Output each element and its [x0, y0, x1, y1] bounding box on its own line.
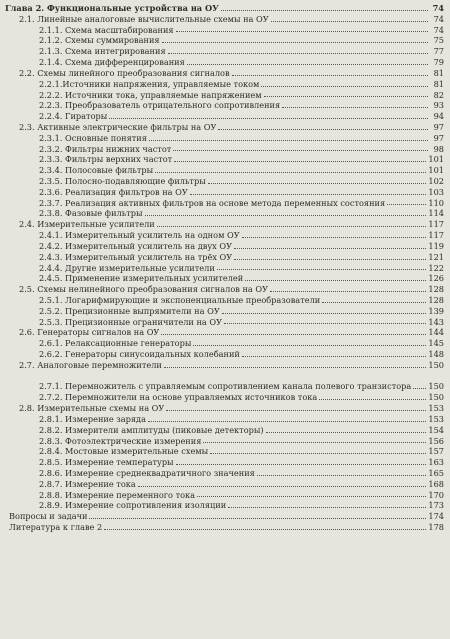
page-number: 101 — [428, 165, 444, 176]
entry-title: 2.8.9. Измерение сопротивления изоляции — [39, 500, 227, 511]
page-number: 153 — [428, 413, 444, 424]
entry-title: 2.1.3. Схема интегрирования — [39, 46, 166, 57]
page-number: 153 — [428, 403, 444, 414]
dot-leader — [104, 529, 426, 530]
dot-leader — [148, 421, 426, 422]
section-entry — [5, 68, 444, 79]
entry-title: 2.4.1. Измерительный усилитель на одном ОУ — [39, 230, 240, 241]
page-number: 170 — [428, 489, 444, 500]
page-number: 173 — [428, 500, 444, 511]
page-number: 150 — [428, 359, 444, 370]
page-number: 148 — [428, 349, 444, 359]
entry-title: 2.6.2. Генераторы синусоидальных колебаний — [39, 349, 240, 359]
entry-title: Литература к главе 2 — [9, 522, 103, 532]
dot-leader — [162, 42, 428, 43]
dot-leader — [222, 313, 427, 314]
subsection-entry — [5, 479, 444, 490]
entry-title: 2.5. Схемы нелинейного преобразования сигналов на ОУ — [19, 284, 269, 295]
subsection-entry — [5, 306, 444, 317]
entry-title: 2.4.3. Измерительный усилитель на трёх ОУ — [39, 251, 233, 262]
section-entry — [5, 284, 444, 295]
page-number: 77 — [433, 46, 444, 57]
entry-title: 2.7. Аналоговые перемножители — [19, 359, 162, 370]
subsection-entry — [5, 263, 444, 274]
page-number: 178 — [428, 522, 444, 532]
subsection-entry — [5, 295, 444, 306]
dot-leader — [322, 302, 426, 303]
subsection-entry — [5, 46, 444, 57]
subsection-entry — [5, 349, 444, 360]
dot-leader — [221, 10, 428, 11]
subsection-entry — [5, 208, 444, 219]
entry-title: 2.1. Линейные аналоговые вычислительные схемы на ОУ — [19, 13, 269, 24]
page-number: 81 — [433, 78, 444, 89]
dot-leader — [190, 194, 427, 195]
dot-leader — [145, 215, 427, 216]
entry-title: 2.4. Измерительные усилители — [19, 219, 155, 230]
subsection-entry — [5, 436, 444, 447]
dot-leader — [155, 172, 426, 173]
dot-leader — [203, 442, 426, 443]
subsection-entry — [5, 90, 444, 101]
entry-title: 2.8.7. Измерение тока — [39, 478, 136, 489]
entry-title: 2.8.3. Фотоэлектрические измерения — [39, 435, 202, 446]
entry-title: 2.6. Генераторы сигналов на ОУ — [19, 327, 160, 338]
page-number: 168 — [428, 478, 444, 489]
entry-title: 2.2.1.Источники напряжения, управляемые током — [39, 78, 260, 89]
subsection-entry — [5, 187, 444, 198]
subsection-entry — [5, 338, 444, 349]
page-number: 110 — [428, 197, 444, 208]
page-number: 128 — [428, 284, 444, 295]
dot-leader — [210, 453, 426, 454]
subsection-entry — [5, 392, 444, 403]
subsection-entry — [5, 230, 444, 241]
section-entry — [5, 219, 444, 230]
subsection-entry — [5, 111, 444, 122]
entry-title: 2.5.3. Прецизионные ограничители на ОУ — [39, 316, 223, 327]
dot-leader — [173, 150, 428, 151]
subsection-entry — [5, 490, 444, 501]
subsection-entry — [5, 176, 444, 187]
entry-title: 2.3.4. Полосовые фильтры — [39, 165, 154, 176]
subsection-entry — [5, 79, 444, 90]
entry-title: 2.8. Измерительные схемы на ОУ — [19, 403, 165, 414]
subsection-entry — [5, 371, 444, 393]
subsection-entry — [5, 144, 444, 155]
entry-title: 2.3.3. Фильтры верхних частот — [39, 154, 173, 165]
appendix-entry — [5, 522, 444, 533]
page-number: 163 — [428, 457, 444, 468]
entry-title: 2.8.1. Измерение заряда — [39, 413, 146, 424]
section-entry — [5, 403, 444, 414]
entry-title: 2.2.2. Источники тока, управляемые напряжением — [39, 89, 262, 100]
entry-title: 2.7.1. Перемножитель с управляемым сопротивлением канала полевого транзистора — [39, 381, 412, 392]
subsection-entry — [5, 273, 444, 284]
dot-leader — [234, 259, 426, 260]
subsection-entry — [5, 500, 444, 511]
dot-leader — [242, 356, 426, 357]
entry-title: 2.1.2. Схемы суммирования — [39, 35, 160, 46]
dot-leader — [157, 226, 427, 227]
entry-title: 2.4.4. Другие измерительные усилители — [39, 262, 215, 273]
subsection-entry — [5, 414, 444, 425]
page-number: 93 — [433, 100, 444, 111]
subsection-entry — [5, 165, 444, 176]
entry-title: 2.8.4. Мостовые измерительные схемы — [39, 446, 209, 457]
dot-leader — [149, 140, 428, 141]
page-number: 97 — [433, 121, 444, 132]
entry-title: 2.3.7. Реализация активных фильтров на основе метода переменных состояния — [39, 197, 386, 208]
entry-title: 2.4.5. Применение измерительных усилителей — [39, 273, 244, 284]
page-number: 117 — [428, 219, 444, 230]
subsection-entry — [5, 154, 444, 165]
page-number: 81 — [433, 67, 444, 78]
page-number: 150 — [428, 381, 444, 392]
subsection-entry — [5, 100, 444, 111]
subsection-entry — [5, 252, 444, 263]
dot-leader — [217, 269, 427, 270]
entry-title: 2.4.2. Измерительный усилитель на двух ОУ — [39, 240, 233, 251]
dot-leader — [413, 388, 426, 389]
entry-title: Глава 2. Функциональные устройства на ОУ — [5, 3, 219, 13]
page-number: 94 — [433, 111, 444, 122]
dot-leader — [234, 248, 426, 249]
subsection-entry — [5, 241, 444, 252]
section-entry — [5, 360, 444, 371]
dot-leader — [257, 475, 427, 476]
page-number: 117 — [428, 230, 444, 241]
page-number: 97 — [433, 132, 444, 143]
entry-title: 2.3.5. Полосно-подавляющие фильтры — [39, 176, 206, 186]
page-number: 154 — [428, 424, 444, 435]
entry-title: 2.8.6. Измерение среднеквадратичного значения — [39, 467, 255, 478]
page-number: 102 — [428, 176, 444, 186]
dot-leader — [208, 183, 427, 184]
dot-leader — [193, 345, 426, 346]
page-number: 75 — [433, 35, 444, 46]
page-number: 101 — [428, 154, 444, 165]
subsection-entry — [5, 57, 444, 68]
page-number: 165 — [428, 467, 444, 478]
dot-leader — [161, 334, 426, 335]
dot-leader — [197, 496, 426, 497]
entry-title: 2.8.8. Измерение переменного тока — [39, 489, 196, 500]
page-number: 74 — [433, 13, 444, 24]
page-number: 126 — [428, 273, 444, 284]
subsection-entry — [5, 446, 444, 457]
page-number: 150 — [428, 392, 444, 403]
dot-leader — [168, 53, 428, 54]
dot-leader — [261, 86, 428, 87]
dot-leader — [218, 129, 428, 130]
dot-leader — [282, 107, 428, 108]
entry-title: Вопросы и задачи — [9, 511, 88, 522]
entry-title: 2.5.1. Логарифмирующие и экспоненциальные преобразователи — [39, 294, 321, 305]
dot-leader — [266, 432, 427, 433]
entry-title: 2.2. Схемы линейного преобразования сигналов — [19, 67, 230, 78]
entry-title: 2.2.4. Гираторы — [39, 111, 108, 122]
page-number: 139 — [428, 305, 444, 316]
dot-leader — [264, 96, 428, 97]
entry-title: 2.3. Активные электрические фильтры на ОУ — [19, 121, 217, 132]
section-entry — [5, 14, 444, 25]
page-number: 145 — [428, 338, 444, 349]
entry-title: 2.7.2. Перемножители на основе управляемых источников тока — [39, 392, 318, 403]
entry-title: 2.3.6. Реализация фильтров на ОУ — [39, 186, 188, 197]
entry-title: 2.3.8. Фазовые фильтры — [39, 208, 143, 219]
dot-leader — [232, 75, 428, 76]
dot-leader — [176, 464, 427, 465]
appendix-entry — [5, 511, 444, 522]
page-number: 74 — [433, 24, 444, 35]
page-number: 144 — [428, 327, 444, 338]
entry-title: 2.1.1. Схема масштабирования — [39, 24, 174, 35]
dot-leader — [176, 31, 428, 32]
page-number: 79 — [433, 57, 444, 68]
entry-title: 2.5.2. Прецизионные выпрямители на ОУ — [39, 305, 220, 316]
entry-title: 2.3.1. Основные понятия — [39, 132, 147, 143]
dot-leader — [271, 21, 428, 22]
dot-leader — [245, 280, 426, 281]
subsection-entry — [5, 457, 444, 468]
entry-title: 2.2.3. Преобразователь отрицательного сопротивления — [39, 100, 281, 111]
dot-leader — [138, 486, 427, 487]
dot-leader — [228, 507, 426, 508]
page-number: 103 — [428, 186, 444, 197]
dot-leader — [387, 204, 426, 205]
entry-title: 2.3.2. Фильтры нижних частот — [39, 143, 172, 154]
dot-leader — [89, 518, 426, 519]
entry-title: 2.8.5. Измерение температуры — [39, 457, 174, 468]
page-number: 157 — [428, 446, 444, 457]
page-number: 143 — [428, 316, 444, 327]
dot-leader — [319, 399, 426, 400]
dot-leader — [109, 118, 428, 119]
entry-title: 2.8.2. Измерители амплитуды (пиковые детекторы) — [39, 424, 264, 435]
dot-leader — [242, 237, 427, 238]
subsection-entry — [5, 317, 444, 328]
page-number: 122 — [428, 262, 444, 273]
page-number: 74 — [432, 3, 444, 13]
page-number: 82 — [433, 89, 444, 100]
page-number: 121 — [428, 251, 444, 262]
dot-leader — [164, 367, 427, 368]
page-number: 98 — [433, 143, 444, 154]
dot-leader — [187, 64, 428, 65]
page-number: 114 — [428, 208, 444, 219]
subsection-entry — [5, 25, 444, 36]
section-entry — [5, 122, 444, 133]
dot-leader — [166, 410, 426, 411]
entry-title: 2.6.1. Релаксационные генераторы — [39, 338, 192, 349]
subsection-entry — [5, 35, 444, 46]
page-number: 128 — [428, 294, 444, 305]
section-entry — [5, 327, 444, 338]
entry-title: 2.1.4. Схема дифференцирования — [39, 57, 185, 68]
subsection-entry — [5, 425, 444, 436]
page-number: 119 — [428, 240, 444, 251]
page-number: 174 — [428, 511, 444, 522]
page-number: 156 — [428, 435, 444, 446]
subsection-entry — [5, 133, 444, 144]
subsection-entry — [5, 198, 444, 209]
toc-list — [5, 3, 444, 533]
dot-leader — [270, 291, 426, 292]
dot-leader — [224, 323, 426, 324]
chapter-heading — [5, 3, 444, 14]
subsection-entry — [5, 468, 444, 479]
dot-leader — [174, 161, 426, 162]
